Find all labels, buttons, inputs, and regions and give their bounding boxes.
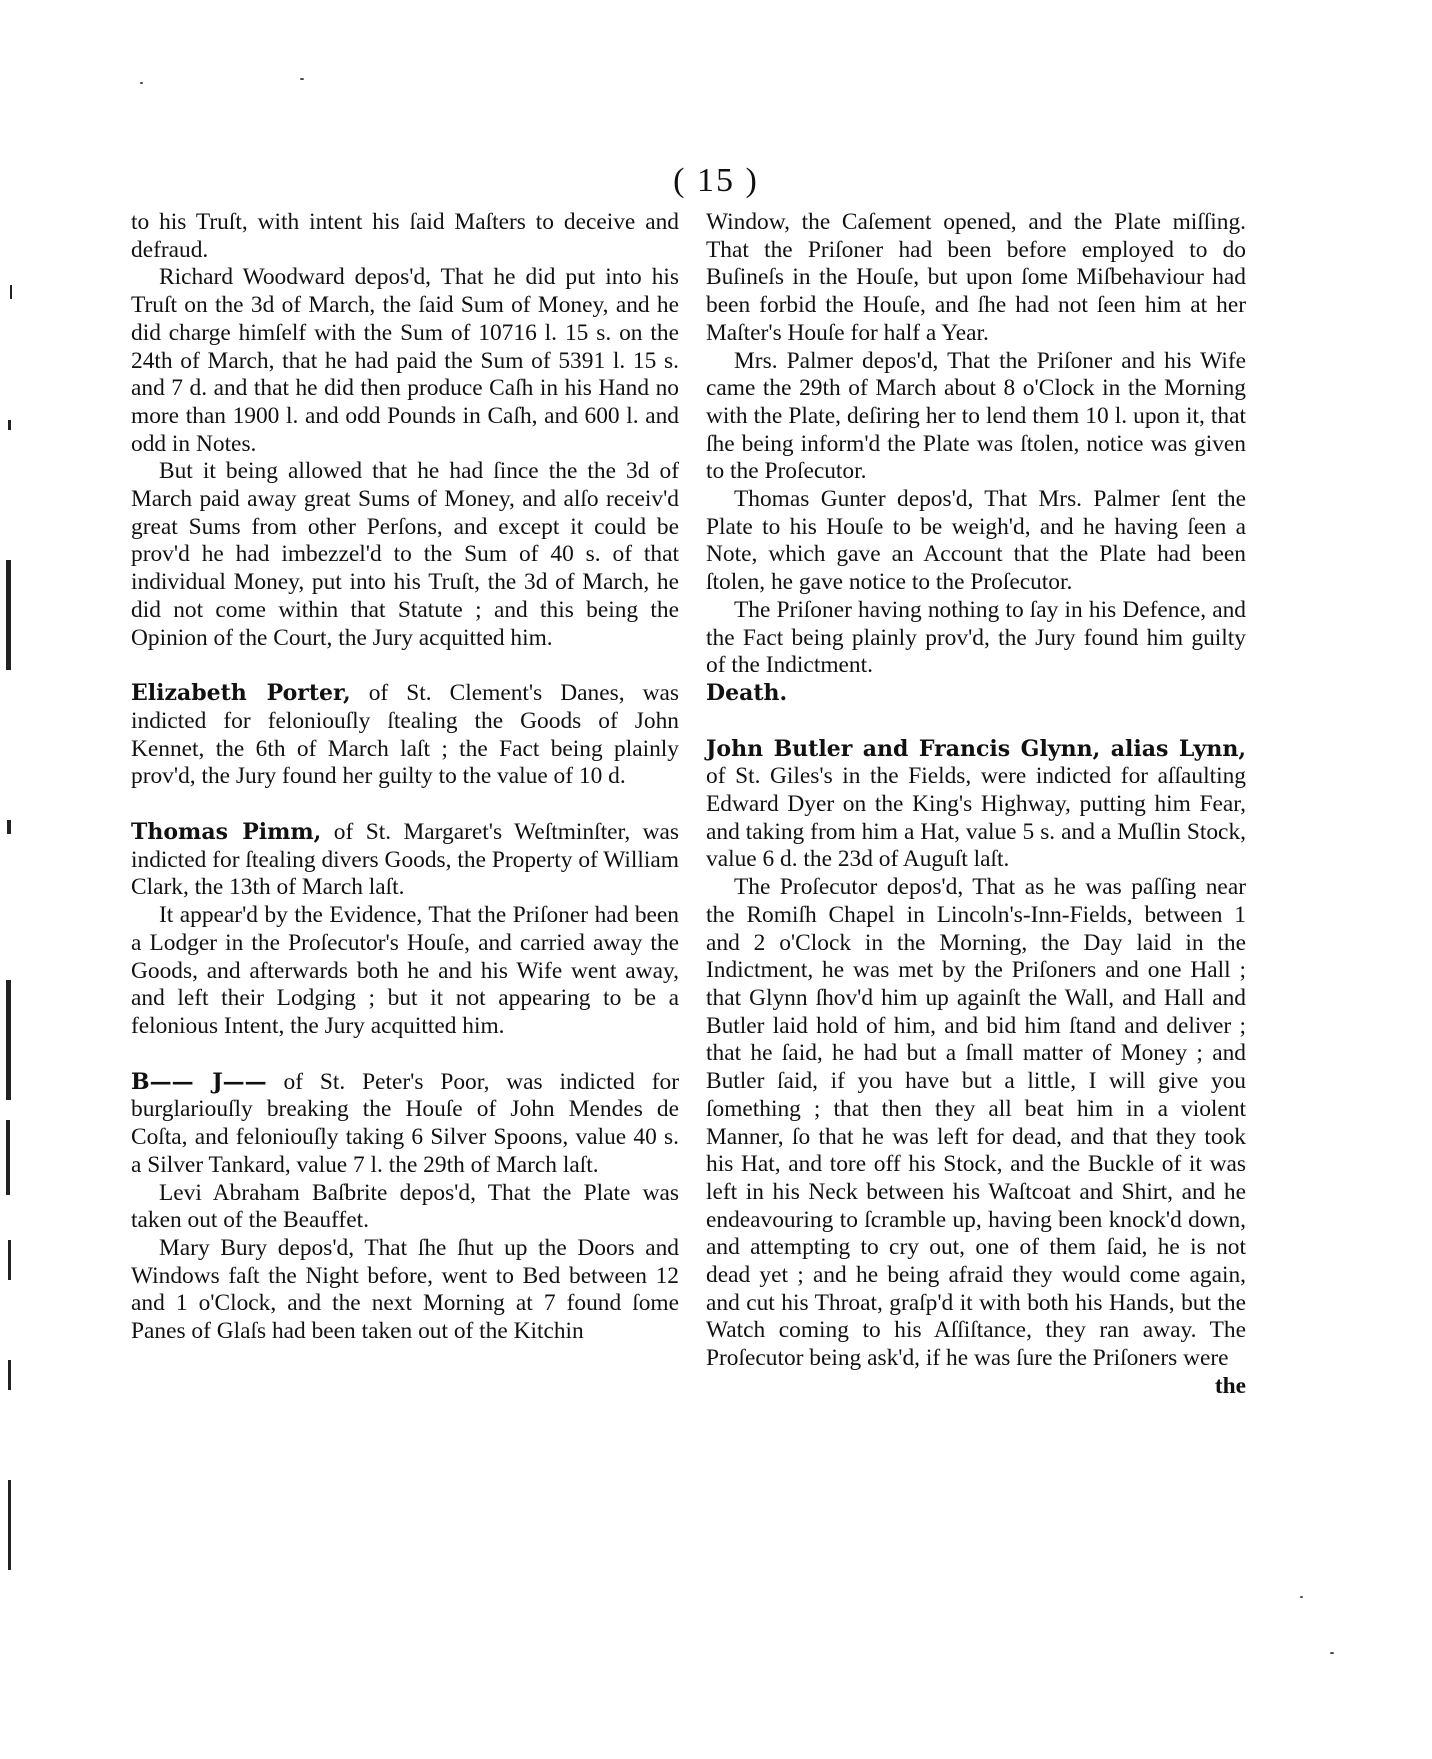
case-text: of St. Giles's in the Fields, were indicted for aſſaulting Edward Dyer on the King's Highway, putting him Fear, and taking from him a Hat, value 5 s. and a Muſlin Stock, value 6 d. the 23d of Auguſt laſt. <box>706 763 1246 873</box>
paragraph-deposition-palmer: Mrs. Palmer depos'd, That the Priſoner and his Wife came the 29th of March about 8 o'Clock in the Morning with the Plate, deſiring her to lend them 10 l. upon it, that ſhe being inform'd the Plate was ſtolen, notice was given to the Proſecutor. <box>706 347 1246 485</box>
verdict-line <box>706 680 1246 708</box>
case-entry-pimm <box>131 819 679 902</box>
defendant-name: Elizabeth Porter, <box>131 680 351 707</box>
paragraph-verdict: The Priſoner having nothing to ſay in his Defence, and the Fact being plainly prov'd, the Jury found him guilty of the Indictment. <box>706 596 1246 679</box>
defendant-name: B—— J—— <box>131 1068 267 1095</box>
paragraph-deposition-gunter: Thomas Gunter depos'd, That Mrs. Palmer ſent the Plate to his Houſe to be weigh'd, and he having ſeen a Note, which gave an Account that the Plate had been ſtolen, he gave notice to the Proſecutor. <box>706 486 1246 596</box>
left-column <box>131 209 679 1346</box>
case-text: of St. Peter's Poor, was indicted for burglariouſly breaking the Houſe of John Mendes de Coſta, and feloniouſly taking 6 Silver Spoons, value 40 s. a Silver Tankard, value 7 l. the 29th of March laſt. <box>131 1068 679 1178</box>
paragraph-evidence: It appear'd by the Evidence, That the Priſoner had been a Lodger in the Proſecutor's Houſe, and carried away the Goods, and afterwards both he and his Wife went away, and left their Lodging ; but it not appearing to be a felonious Intent, the Jury acquitted him. <box>131 902 679 1039</box>
paragraph-continuation: to his Truſt, with intent his ſaid Maſters to deceive and defraud. <box>131 209 679 263</box>
paragraph-deposition-basbrite: Levi Abraham Baſbrite depos'd, That the Plate was taken out of the Beauffet. <box>131 1179 679 1234</box>
scan-speck <box>1300 1596 1303 1598</box>
paragraph-deposition-prosecutor: The Proſecutor depos'd, That as he was paſſing near the Romiſh Chapel in Lincoln's-Inn-Fields, between 1 and 2 o'Clock in the Morning, the Day laid in the Indictment, he was met by the Priſoners and one Hall ; that Glynn ſhov'd him up againſt the Wall, and Hall and Butler laid hold of him, and bid him ſtand and deliver ; that he ſaid, he had but a ſmall matter of Money ; and Butler ſaid, if you have but a little, I will give you ſomething ; that then they all beat him in a violent Manner, ſo that he was left for dead, and that they took his Hat, and tore off his Stock, and the Buckle of it was left in his Neck between his Waſtcoat and Shirt, and he endeavouring to ſcramble up, having been knock'd down, and attempting to cry out, one of them ſaid, he is not dead yet ; and he being afraid they would come again, and cut his Throat, graſp'd it with both his Hands, but the Watch coming to his Aſſiſtance, they ran away. The Proſecutor being ask'd, if he was ſure the Priſoners were <box>706 874 1246 1372</box>
right-column <box>706 209 1246 1401</box>
scan-margin-marks <box>0 0 30 1759</box>
verdict-death: Death. <box>706 679 788 706</box>
page-number: ( 15 ) <box>673 162 759 199</box>
case-entry-butler-glynn <box>706 736 1246 875</box>
scan-speck <box>300 78 304 80</box>
case-entry-porter <box>131 680 679 791</box>
case-text: of St. Clement's Danes, was indicted for feloniouſly ſtealing the Goods of John Kennet, the 6th of March laſt ; the Fact being plainly prov'd, the Jury found her guilty to the value of 10 d. <box>131 680 679 790</box>
paragraph-deposition-bury: Mary Bury depos'd, That ſhe ſhut up the Doors and Windows faſt the Night before, went to Bed between 12 and 1 o'Clock, and the next Morning at 7 found ſome Panes of Glaſs had been taken out of the Kitchin <box>131 1234 679 1345</box>
defendant-names: John Butler and Francis Glynn, alias Lynn, <box>706 735 1246 762</box>
catchword: the <box>1214 1372 1246 1399</box>
case-text: of St. Margaret's Weſtminſter, was indicted for ſtealing divers Goods, the Property of William Clark, the 13th of March laſt. <box>131 819 679 901</box>
scan-speck <box>1330 1652 1334 1654</box>
paragraph-continuation: Window, the Caſement opened, and the Plate miſſing. That the Priſoner had been before employed to do Buſineſs in the Houſe, but upon ſome Miſbehaviour had been forbid the Houſe, and ſhe had not ſeen him at her Maſter's Houſe for half a Year. <box>706 209 1246 346</box>
defendant-name: Thomas Pimm, <box>131 819 322 846</box>
case-entry-bj <box>131 1069 679 1180</box>
paragraph-acquittal: But it being allowed that he had ſince the the 3d of March paid away great Sums of Money, and alſo receiv'd great Sums from other Perſons, and except it could be prov'd he had imbezzel'd to the Sum of 40 s. of that individual Money, put into his Truſt, the 3d of March, he did not come within that Statute ; and this being the Opinion of the Court, the Jury acquitted him. <box>131 458 679 651</box>
scan-speck <box>140 82 143 84</box>
paragraph-deposition-woodward: Richard Woodward depos'd, That he did put into his Truſt on the 3d of March, the ſaid Sum of Money, and he did charge himſelf with the Sum of 10716 l. 15 s. on the 24th of March, that he had paid the Sum of 5391 l. 15 s. and 7 d. and that he did then produce Caſh in his Hand no more than 1900 l. and odd Pounds in Caſh, and 600 l. and odd in Notes. <box>131 264 679 457</box>
